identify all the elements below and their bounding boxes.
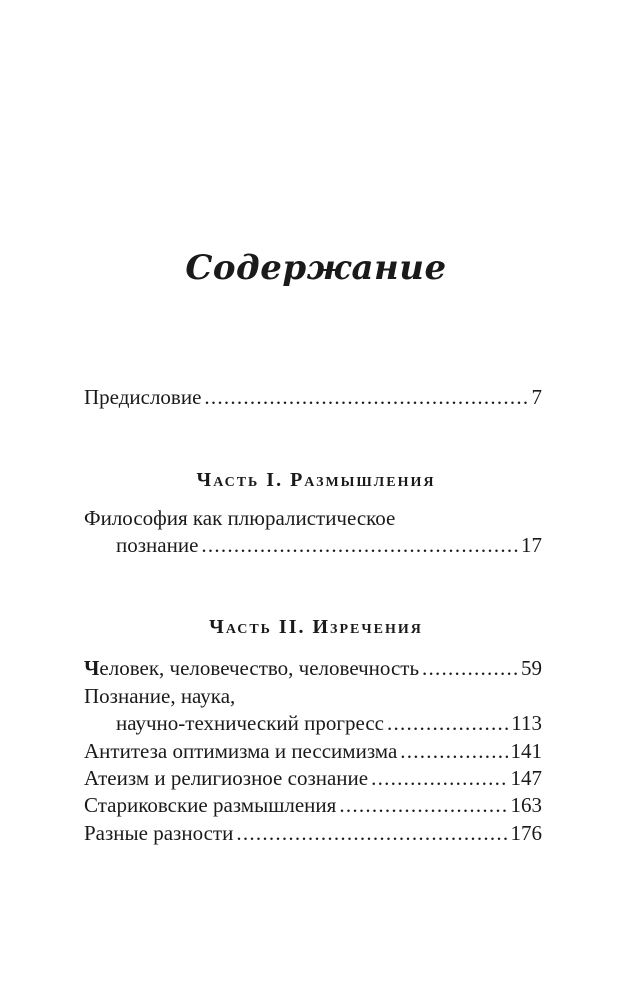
toc-page-number: 147 bbox=[510, 766, 542, 790]
toc-page-number: 113 bbox=[511, 711, 542, 735]
toc-entry-label: Предисловие bbox=[84, 385, 202, 409]
toc-entry-science[interactable] bbox=[116, 709, 542, 737]
toc-entry-elderly[interactable] bbox=[84, 791, 542, 819]
toc-page-number: 141 bbox=[510, 739, 542, 763]
toc-entry-label: Антитеза оптимизма и пессимизма bbox=[84, 739, 398, 763]
toc-entry-label: познание bbox=[116, 533, 199, 557]
toc-entry-antithesis[interactable] bbox=[84, 737, 542, 765]
leader-dots bbox=[204, 383, 528, 411]
toc-entry-label: Стариковские размышления bbox=[84, 793, 337, 817]
toc-entry-philosophy[interactable] bbox=[116, 531, 542, 559]
toc-entry-label: научно-технический прогресс bbox=[116, 711, 384, 735]
part-heading-2: Часть II. Изречения bbox=[209, 616, 423, 638]
toc-page-number: 176 bbox=[510, 821, 542, 845]
part-heading-1: Часть I. Размышления bbox=[196, 469, 436, 491]
leader-dots bbox=[339, 791, 507, 819]
toc-page-number: 163 bbox=[510, 793, 542, 817]
toc-entry-atheism[interactable] bbox=[84, 764, 542, 792]
leader-dots bbox=[387, 709, 508, 737]
leader-dots bbox=[400, 737, 507, 765]
page-title: Содержание bbox=[185, 248, 447, 288]
toc-entry-line1[interactable]: Познание, наука, bbox=[84, 684, 236, 708]
toc-entry-label: Атеизм и религиозное сознание bbox=[84, 766, 369, 790]
toc-page-number: 17 bbox=[521, 533, 542, 557]
toc-entry-misc[interactable] bbox=[84, 819, 542, 847]
leader-dots bbox=[422, 654, 518, 682]
toc-entry-label: Человек, человечество, человечность bbox=[84, 656, 420, 680]
leader-dots bbox=[371, 764, 507, 792]
toc-entry-human[interactable] bbox=[84, 654, 542, 682]
toc-entry-label: Разные разности bbox=[84, 821, 234, 845]
toc-page-number: 7 bbox=[531, 385, 542, 409]
leader-dots bbox=[236, 819, 507, 847]
toc-page-number: 59 bbox=[521, 656, 542, 680]
toc-entry-line1[interactable]: Философия как плюралистическое bbox=[84, 506, 396, 530]
toc-entry-preface[interactable] bbox=[84, 383, 542, 411]
leader-dots bbox=[201, 531, 518, 559]
